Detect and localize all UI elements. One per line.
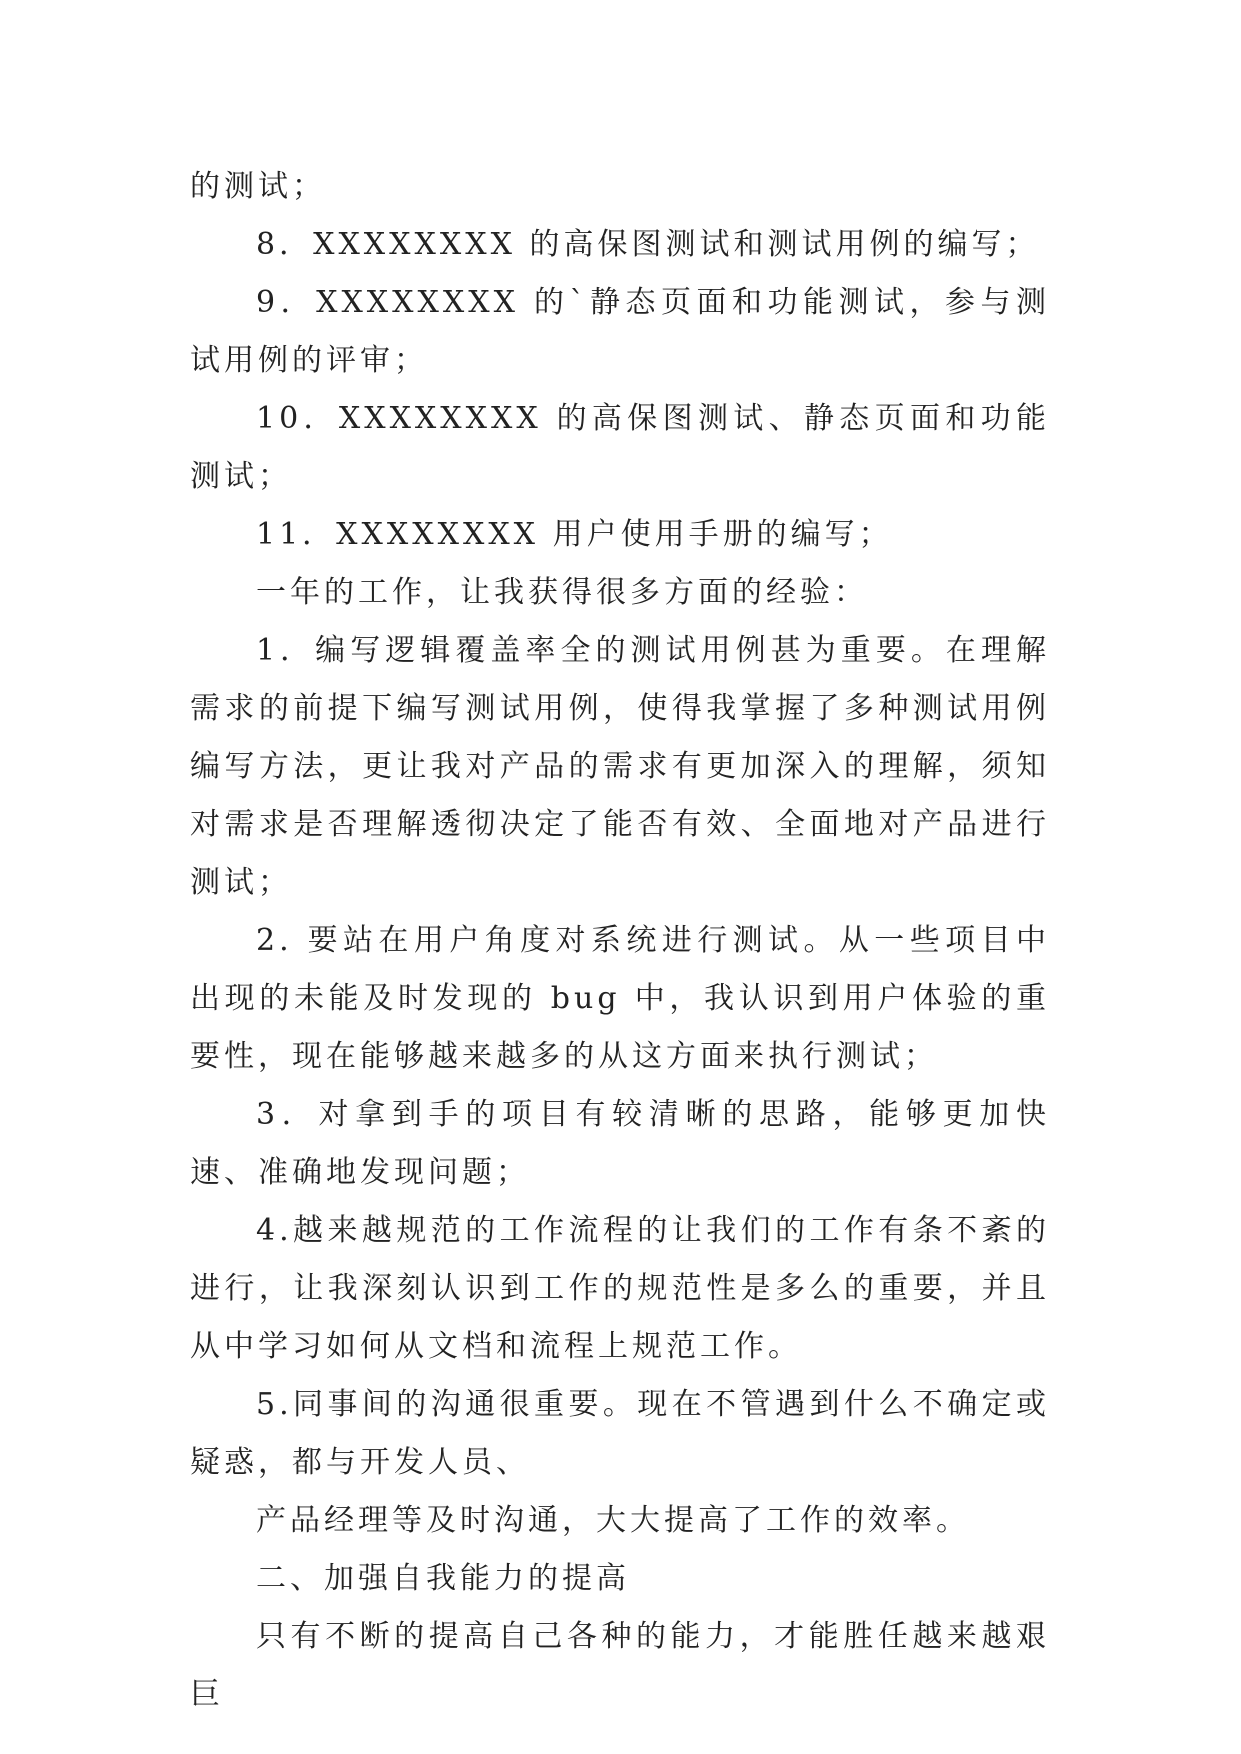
experience-item-5-continued: 产品经理等及时沟通，大大提高了工作的效率。	[256, 1503, 970, 1538]
document-body	[190, 158, 1050, 1724]
experience-item-2: 2. 要站在用户角度对系统进行测试。从一些项目中出现的未能及时发现的 bug 中，我认识到用户体验的重要性，现在能够越来越多的从这方面来执行测试；	[190, 923, 1050, 1074]
experience-item-1: 1．编写逻辑覆盖率全的测试用例甚为重要。在理解需求的前提下编写测试用例，使得我掌握了多种测试用例编写方法，更让我对产品的需求有更加深入的理解，须知对需求是否理解透彻决定了能否有效、全面地对产品进行测试；	[190, 633, 1050, 900]
list-item-11: 11．XXXXXXXX 用户使用手册的编写；	[256, 517, 893, 552]
list-item-10: 10．XXXXXXXX 的高保图测试、静态页面和功能测试；	[190, 401, 1050, 494]
experience-item-5: 5.同事间的沟通很重要。现在不管遇到什么不确定或疑惑，都与开发人员、	[190, 1387, 1050, 1480]
section-paragraph: 只有不断的提高自己各种的能力，才能胜任越来越艰巨	[190, 1619, 1050, 1712]
section-heading: 二、加强自我能力的提高	[256, 1561, 630, 1596]
experience-item-3: 3．对拿到手的项目有较清晰的思路，能够更加快速、准确地发现问题；	[190, 1097, 1050, 1190]
experience-intro: 一年的工作，让我获得很多方面的经验：	[256, 575, 868, 610]
paragraph-continuation: 的测试；	[190, 169, 326, 204]
experience-item-4: 4.越来越规范的工作流程的让我们的工作有条不紊的进行，让我深刻认识到工作的规范性是多么的重要，并且从中学习如何从文档和流程上规范工作。	[190, 1213, 1050, 1364]
list-item-8: 8．XXXXXXXX 的高保图测试和测试用例的编写；	[256, 227, 1040, 262]
list-item-9: 9．XXXXXXXX 的`静态页面和功能测试，参与测试用例的评审；	[190, 285, 1050, 378]
